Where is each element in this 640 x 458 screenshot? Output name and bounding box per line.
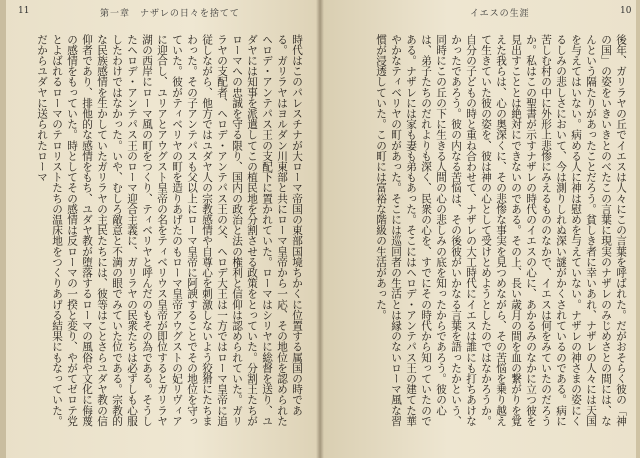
page-number: 11 <box>18 6 30 16</box>
right-page <box>320 0 640 458</box>
body-paragraph: 時代はこのパレスチナが大ローマ帝国の東部国境ちかくに位置する属国の時である。ガリラヤはヨルダン川東部と共にローマ皇帝から一応、その地位を認められたヘロデ・アンテパス王の支配下に置かれていた。ローマはシリヤに総督を送り、ユダヤには知事を派遣してこの植民地を分割させる政策をとっていた。分割王たちがローマへの忠誠を守る限り、国内の政治と法の権利と信仰は認められていた。ガリラヤの支配者、ヘロデ・アンテパス王の父、ヘロデ大王は一方ではローマ皇帝に追従しながら、他方ではユダヤ人の宗教感情や自尊心を刺激しないよう狡猾にたちまわった。その子アンテパスも父以上にローマ皇帝に阿諛することでその地位を守っていた。彼がティベリヤの町を造りあげたのもローマ皇帝アウグストの妃リヴィアに迎合し、ユリアとアウグスト皇帝の名をティベリウス皇帝が即位するとガリラヤ湖の西岸にローマ風の町をつくり、ティベリヤと呼んだのもその為である。そうしたヘロデ・アンテパス王のローマ迎合主義に、ガリラヤの民衆たちは必ずしも心服したわけではなかった。いや、むしろ敵意と不満の眼でみていた位である。宗教的な民族感情を生かしていたガリラヤの主民たちには、彼等はことさらユダヤ教の信仰者であり、排他的な感情をもち、ユダヤ教が堕落するローマの風俗や文化に侮蔑の感情をもっていた。時としてその感情は反ローマの一揆と変り、やがてゼロテ党とよばれるローマのテロリストたちの温床地をつくりあげる結果にもなっていた。だからユダヤに送られたローマ <box>36 34 303 427</box>
body-paragraph: 後年、ガリラヤの丘でイエスは人々にこの言葉を呼ばれた。だがおそらく彼の「神の国」の姿をいきいきとのべたこの言葉に現実のナザレのみじめさとの間には、なんという隔たりがあったことだろう。貧しき者に幸いあれ、ナザレの人々には天国を与えてはいない。病める人に神は慰めを与えていない。ナザレの神さまの姿にくるしみの悲しさにおいて、今は測りしれぬ深い謎がかくされているのである。病に苦しむ村の中に外形上悲惨にみえるもののなかで、イエスは何をみていたのだろうか。私はこの聖書が示すナザレの時代のイエスの心に、あかるみのなかに立つ彼を見出すこととは絶対にできないのである。その上、長い歳月の間を血の繋がりを覚えた我らは、心の奥深くに、その悲惨な事実を見つめながら、その苦悩を乗り越えて生きていた彼の姿を、彼は神の心として受けとめようとしたのではなかろうか。自分の子どもの時と重ね合わせて、ナザレの大工時代にイエスは誰にも打ちあけなかったであろう。彼の内なる苦悩は、その後彼がいかなる言葉を語ったかという、同時にこの丘の下に生きる人間の心の悲しみの底を知ったからであろう。彼の心は、弟子たちのだれよりも深く、民衆の心を、すでにその時代から知っていたのである。ナザレには家も妻も弟もあった。そこにはヘロデ・アンテパス王の建てた華やかなティベリヤの町があった。そこには巡回者の生活とは縁のないローマ風な習慣が浸透していた。この町には富裕な階級の生活があった。 <box>375 34 627 427</box>
page-edge-shadow <box>636 0 640 458</box>
page-edge-shadow <box>0 0 6 458</box>
running-head: イエスの生涯 <box>470 9 530 19</box>
body-text <box>16 34 304 434</box>
running-head: 第一章 ナザレの日々を捨てて <box>100 9 240 19</box>
body-text <box>334 34 628 434</box>
book-gutter <box>316 0 324 458</box>
page-number: 10 <box>620 6 632 16</box>
